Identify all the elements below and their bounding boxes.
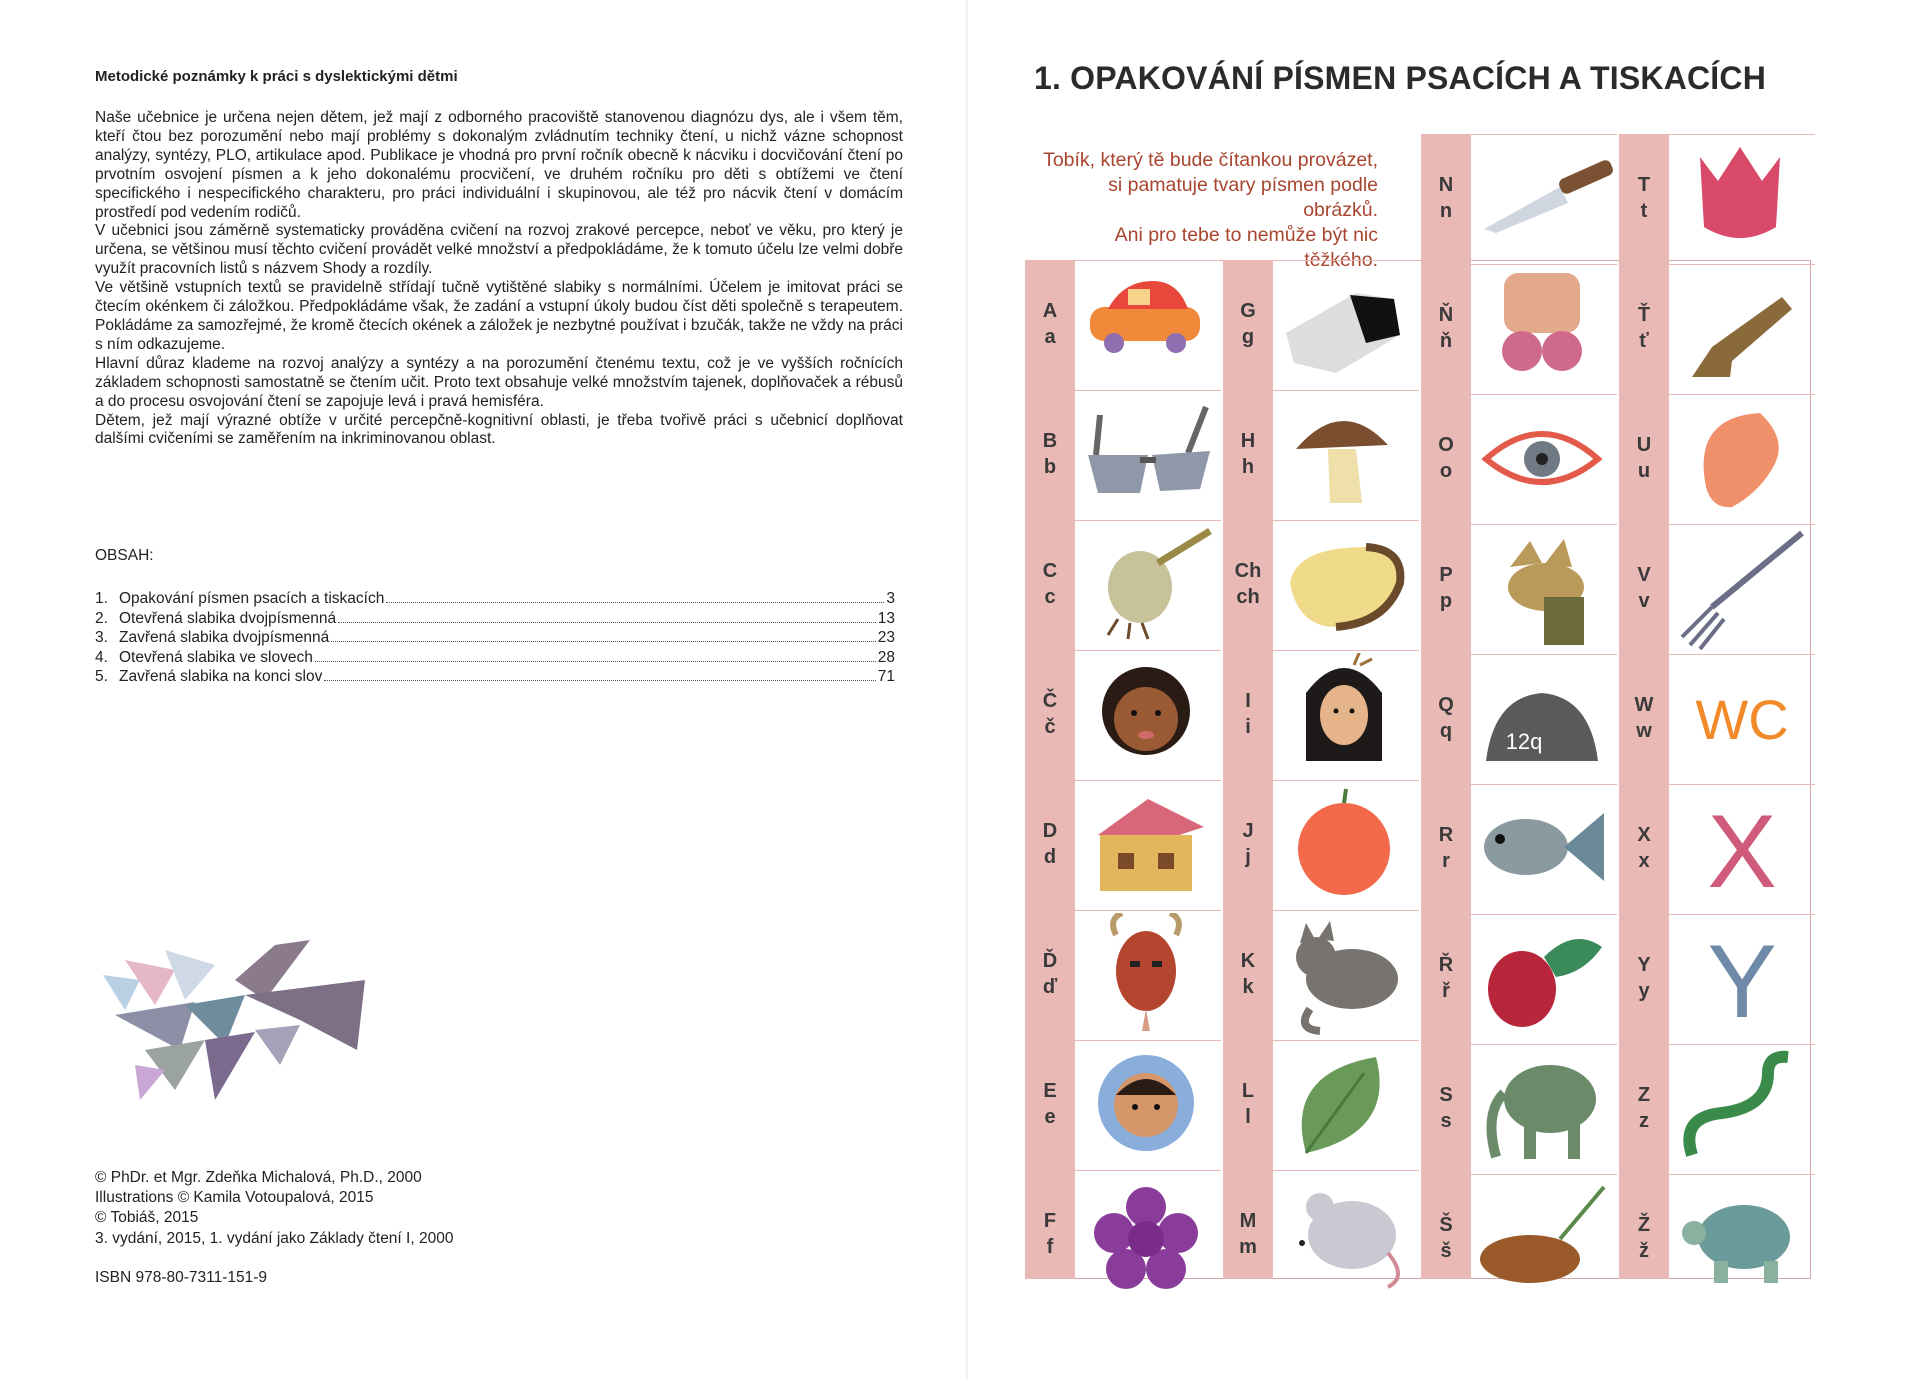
bread-icon xyxy=(1276,523,1416,647)
ear-icon xyxy=(1672,397,1812,521)
toc-dot-leader xyxy=(331,641,876,642)
right-page xyxy=(968,0,1920,1380)
snake-icon xyxy=(1672,1047,1812,1171)
notes-paragraph: V učebnici jsou záměrně systematicky prováděna cvičení na rozvoj zrakové percepce, neboť ve věku, pro který je určena, se většinou musí těchto cvičení provádět velké množství a předpokládáme, že k tomuto účelu lze velmi dobře využít pracovních listů s názvem Shody a rozdíly. xyxy=(95,222,903,278)
uppercase-letter: A xyxy=(1042,300,1058,322)
uppercase-letter: J xyxy=(1242,820,1254,842)
uppercase-letter: B xyxy=(1042,430,1058,452)
mouse-icon xyxy=(1276,1173,1416,1297)
uppercase-letter: Ř xyxy=(1438,954,1454,976)
letter-pair xyxy=(1421,302,1471,354)
eraser-icon xyxy=(1276,263,1416,387)
toc-dot-leader xyxy=(386,602,884,603)
toc-entry-page: 28 xyxy=(877,648,895,666)
intro-line: Ani pro tebe to nemůže být nic těžkého. xyxy=(1114,224,1378,271)
uppercase-letter: I xyxy=(1245,690,1251,712)
toc-entry-number: 2. xyxy=(95,609,108,627)
letter-pair xyxy=(1421,1082,1471,1134)
fork-icon xyxy=(1672,527,1812,651)
leaf-icon xyxy=(1276,1043,1416,1167)
uppercase-letter: T xyxy=(1637,174,1651,196)
lowercase-letter: c xyxy=(1044,586,1056,608)
methodical-notes-text xyxy=(95,109,903,449)
bird-collage-illustration xyxy=(95,940,375,1110)
notes-paragraph: Hlavní důraz klademe na rozvoj analýzy a syntézy a na porozumění čtenému textu, což je ve vyšších ročnících základem schopnosti samostatně se čtením učit. Proto text obsahuje velké množstvím tajenek, doplňovaček a rébusů a do procesu osvojování čtení se zapojuje levá i pravá hemisféra. xyxy=(95,354,903,410)
letter-pair xyxy=(1421,172,1471,224)
uppercase-letter: Y xyxy=(1637,954,1651,976)
lowercase-letter: č xyxy=(1044,716,1056,738)
letter-pair xyxy=(1619,1082,1669,1134)
letter-x-icon xyxy=(1672,787,1812,911)
notes-paragraph: Dětem, jež mají výrazné obtíže v určité percepčně-kognitivní oblasti, je třeba tvořivě práci s učebnicí doplňovat dalšími cvičeními se zaměřením na inkriminovanou oblast. xyxy=(95,411,903,448)
lowercase-letter: a xyxy=(1044,326,1056,348)
elephant-icon xyxy=(1474,1047,1614,1171)
dog-icon xyxy=(1474,527,1614,651)
lowercase-letter: o xyxy=(1439,460,1453,482)
knife-icon xyxy=(1474,137,1614,261)
toc-entry xyxy=(95,648,895,668)
lowercase-letter: p xyxy=(1439,590,1453,612)
lowercase-letter: f xyxy=(1046,1236,1054,1258)
letter-pair xyxy=(1421,1212,1471,1264)
lowercase-letter: k xyxy=(1242,976,1254,998)
glasses-icon xyxy=(1078,393,1218,517)
uppercase-letter: S xyxy=(1439,1084,1453,1106)
letter-pair xyxy=(1025,818,1075,870)
toc-label: OBSAH: xyxy=(95,547,154,564)
alphabet-chart xyxy=(1025,134,1811,1279)
lowercase-letter: z xyxy=(1639,1110,1649,1132)
eye-icon xyxy=(1474,397,1614,521)
lowercase-letter: ž xyxy=(1639,1240,1649,1262)
lowercase-letter: n xyxy=(1439,200,1453,222)
letter-pair xyxy=(1223,948,1273,1000)
uppercase-letter: Ť xyxy=(1637,304,1651,326)
uppercase-letter: F xyxy=(1043,1210,1057,1232)
letter-pair xyxy=(1421,562,1471,614)
lowercase-letter: ň xyxy=(1439,330,1453,352)
lowercase-letter: i xyxy=(1245,716,1251,738)
mushroom-icon xyxy=(1276,393,1416,517)
methodical-notes-heading: Metodické poznámky k práci s dyslektickými dětmi xyxy=(95,68,458,85)
letter-pair xyxy=(1619,822,1669,874)
uppercase-letter: X xyxy=(1637,824,1651,846)
uppercase-letter: P xyxy=(1439,564,1453,586)
house-icon xyxy=(1078,783,1218,907)
notes-paragraph: Ve většině vstupních textů se pravidelně střídají tučně vytištěné slabiky s normálními. Účelem je imitovat práci se čtecím okénkem či záložkou. Předpokládáme však, že zadání a vstupní úkoly budou číst děti společně s terapeutem. Pokládáme za samozřejmé, že kromě čtecích okének a záložek je nezbytné používat i bzučák, takže ne vždy na práci s ním odkazujeme. xyxy=(95,279,903,353)
letter-pair xyxy=(1025,428,1075,480)
turtle-icon xyxy=(1672,1177,1812,1301)
toc-entry xyxy=(95,609,895,629)
child-face-icon xyxy=(1078,653,1218,777)
uppercase-letter: Q xyxy=(1438,694,1454,716)
toc-entry-page: 71 xyxy=(877,668,895,686)
lowercase-letter: l xyxy=(1245,1106,1251,1128)
letter-pair xyxy=(1025,1208,1075,1260)
toc-entry-title: Otevřená slabika ve slovech xyxy=(119,648,313,666)
toc-entry-number: 4. xyxy=(95,648,108,666)
letter-pair xyxy=(1025,948,1075,1000)
uppercase-letter: V xyxy=(1637,564,1651,586)
toc-entry-number: 5. xyxy=(95,668,108,686)
lowercase-letter: j xyxy=(1245,846,1251,868)
toc-entry-page: 13 xyxy=(877,609,895,627)
letter-pair xyxy=(1619,692,1669,744)
flower-icon xyxy=(1078,1173,1218,1297)
letter-pair xyxy=(1421,692,1471,744)
letter-pair xyxy=(1025,1078,1075,1130)
hat-icon xyxy=(1474,657,1614,781)
uppercase-letter: H xyxy=(1240,430,1256,452)
uppercase-letter: Č xyxy=(1042,690,1058,712)
lowercase-letter: q xyxy=(1439,720,1453,742)
letter-pair xyxy=(1223,1208,1273,1260)
picture-label: WC xyxy=(1695,688,1789,751)
letter-pair xyxy=(1223,558,1273,610)
toc-entry xyxy=(95,589,895,609)
uppercase-letter: M xyxy=(1239,1210,1257,1232)
uppercase-letter: Ď xyxy=(1042,950,1058,972)
letter-pair xyxy=(1223,1078,1273,1130)
letter-pair xyxy=(1619,562,1669,614)
lowercase-letter: u xyxy=(1637,460,1651,482)
letter-pair xyxy=(1223,428,1273,480)
toc-entry-page: 3 xyxy=(886,590,895,607)
cat-icon xyxy=(1276,913,1416,1037)
beet-icon xyxy=(1474,917,1614,1041)
picture-label: X xyxy=(1707,794,1777,910)
picture-label: 12q xyxy=(1505,729,1543,754)
toc-dot-leader xyxy=(338,622,876,623)
devil-mask-icon xyxy=(1078,913,1218,1037)
lowercase-letter: w xyxy=(1636,720,1652,742)
lowercase-letter: ť xyxy=(1639,330,1649,352)
letter-pair xyxy=(1619,432,1669,484)
bra-icon xyxy=(1474,267,1614,391)
uppercase-letter: Z xyxy=(1637,1084,1651,1106)
letter-pair xyxy=(1619,302,1669,354)
lowercase-letter: e xyxy=(1044,1106,1056,1128)
letter-pair xyxy=(1421,432,1471,484)
letter-pair xyxy=(1223,298,1273,350)
car-icon xyxy=(1078,263,1218,387)
letter-y-icon xyxy=(1672,917,1812,1041)
chapter-title: 1. OPAKOVÁNÍ PÍSMEN PSACÍCH A TISKACÍCH xyxy=(1034,60,1767,96)
imprint-line: 3. vydání, 2015, 1. vydání jako Základy čtení I, 2000 xyxy=(95,1229,454,1247)
letter-pair xyxy=(1025,298,1075,350)
toc-dot-leader xyxy=(324,680,875,681)
uppercase-letter: E xyxy=(1043,1080,1057,1102)
uppercase-letter: U xyxy=(1636,434,1652,456)
lowercase-letter: m xyxy=(1239,1236,1257,1258)
apple-icon xyxy=(1276,783,1416,907)
lowercase-letter: y xyxy=(1638,980,1650,1002)
lowercase-letter: d xyxy=(1043,846,1057,868)
lowercase-letter: š xyxy=(1440,1240,1452,1262)
toc-entry-page: 23 xyxy=(877,629,895,647)
toc-entry-title: Zavřená slabika na konci slov xyxy=(119,668,323,686)
toc-entry-title: Opakování písmen psacích a tiskacích xyxy=(119,590,385,607)
leg-icon xyxy=(1672,267,1812,391)
eskimo-face-icon xyxy=(1078,1043,1218,1167)
uppercase-letter: L xyxy=(1241,1080,1255,1102)
letter-pair xyxy=(1421,822,1471,874)
letter-pair xyxy=(1619,952,1669,1004)
uppercase-letter: Ch xyxy=(1234,560,1262,582)
toc-entry-number: 3. xyxy=(95,629,108,647)
lowercase-letter: ch xyxy=(1236,586,1260,608)
letter-pair xyxy=(1025,688,1075,740)
letter-pair xyxy=(1619,172,1669,224)
lowercase-letter: s xyxy=(1440,1110,1452,1132)
uppercase-letter: K xyxy=(1240,950,1256,972)
lowercase-letter: v xyxy=(1638,590,1650,612)
toc-entry xyxy=(95,628,895,648)
wc-sign-icon xyxy=(1672,657,1812,781)
picture-label: Y xyxy=(1707,924,1777,1040)
uppercase-letter: G xyxy=(1240,300,1256,322)
isbn: ISBN 978-80-7311-151-9 xyxy=(95,1269,268,1286)
lowercase-letter: t xyxy=(1640,200,1648,222)
toc-dot-leader xyxy=(315,661,876,662)
lowercase-letter: ř xyxy=(1442,980,1450,1002)
letter-pair xyxy=(1025,558,1075,610)
letter-pair xyxy=(1223,688,1273,740)
toc-entry-number: 1. xyxy=(95,590,108,607)
lowercase-letter: r xyxy=(1442,850,1450,872)
lowercase-letter: h xyxy=(1241,456,1255,478)
imprint-line: © PhDr. et Mgr. Zdeňka Michalová, Ph.D., 2000 xyxy=(95,1169,422,1186)
intro-line: Tobík, který tě bude čítankou provázet, xyxy=(1043,149,1378,171)
uppercase-letter: R xyxy=(1438,824,1454,846)
onion-icon xyxy=(1078,523,1218,647)
uppercase-letter: D xyxy=(1042,820,1058,842)
notes-paragraph: Naše učebnice je určena nejen dětem, jež mají z odborného pracoviště stanovenou diagnózu dys, ale i všem těm, kteří čtou bez porozumění nebo mají problémy s dokonalým zvládnutím techniky čtení, u nichž vázne schopnost analýzy, syntézy, PLO, artikulace apod. Publikace je vhodná pro první ročník obecně k nácviku i docvičování čtení po prvotním osvojení písmen a k jeho dokonalému procvičení, ve druhém ročníku pro děti s obtížemi ve čtení specifického i nespecifického charakteru, pro práci individuální i skupinovou, ale též pro nácvik čtení v domácím prostředí pod vedením rodičů. xyxy=(95,109,903,221)
lowercase-letter: x xyxy=(1638,850,1650,872)
letter-pair xyxy=(1223,818,1273,870)
intro-line: si pamatuje tvary písmen podle obrázků. xyxy=(1108,174,1378,221)
lowercase-letter: ď xyxy=(1042,976,1058,998)
uppercase-letter: Ň xyxy=(1438,304,1454,326)
imprint-line: Illustrations © Kamila Votoupalová, 2015 xyxy=(95,1189,374,1207)
pine-cone-icon xyxy=(1474,1177,1614,1301)
imprint xyxy=(95,1168,453,1249)
letter-pair xyxy=(1619,1212,1669,1264)
lowercase-letter: b xyxy=(1043,456,1057,478)
imprint-line: © Tobiáš, 2015 xyxy=(95,1209,199,1227)
uppercase-letter: C xyxy=(1042,560,1058,582)
toc-entry-title: Zavřená slabika dvojpísmenná xyxy=(119,629,330,647)
uppercase-letter: W xyxy=(1634,694,1654,716)
toc-entry xyxy=(95,667,895,687)
uppercase-letter: Ž xyxy=(1637,1214,1651,1236)
lowercase-letter: g xyxy=(1241,326,1255,348)
indian-girl-icon xyxy=(1276,653,1416,777)
fish-icon xyxy=(1474,787,1614,911)
toc-entry-title: Otevřená slabika dvojpísmenná xyxy=(119,609,337,627)
tulip-icon xyxy=(1672,137,1812,261)
table-of-contents xyxy=(95,589,895,687)
letter-pair xyxy=(1421,952,1471,1004)
uppercase-letter: N xyxy=(1438,174,1454,196)
uppercase-letter: Š xyxy=(1439,1214,1453,1236)
uppercase-letter: O xyxy=(1438,434,1454,456)
